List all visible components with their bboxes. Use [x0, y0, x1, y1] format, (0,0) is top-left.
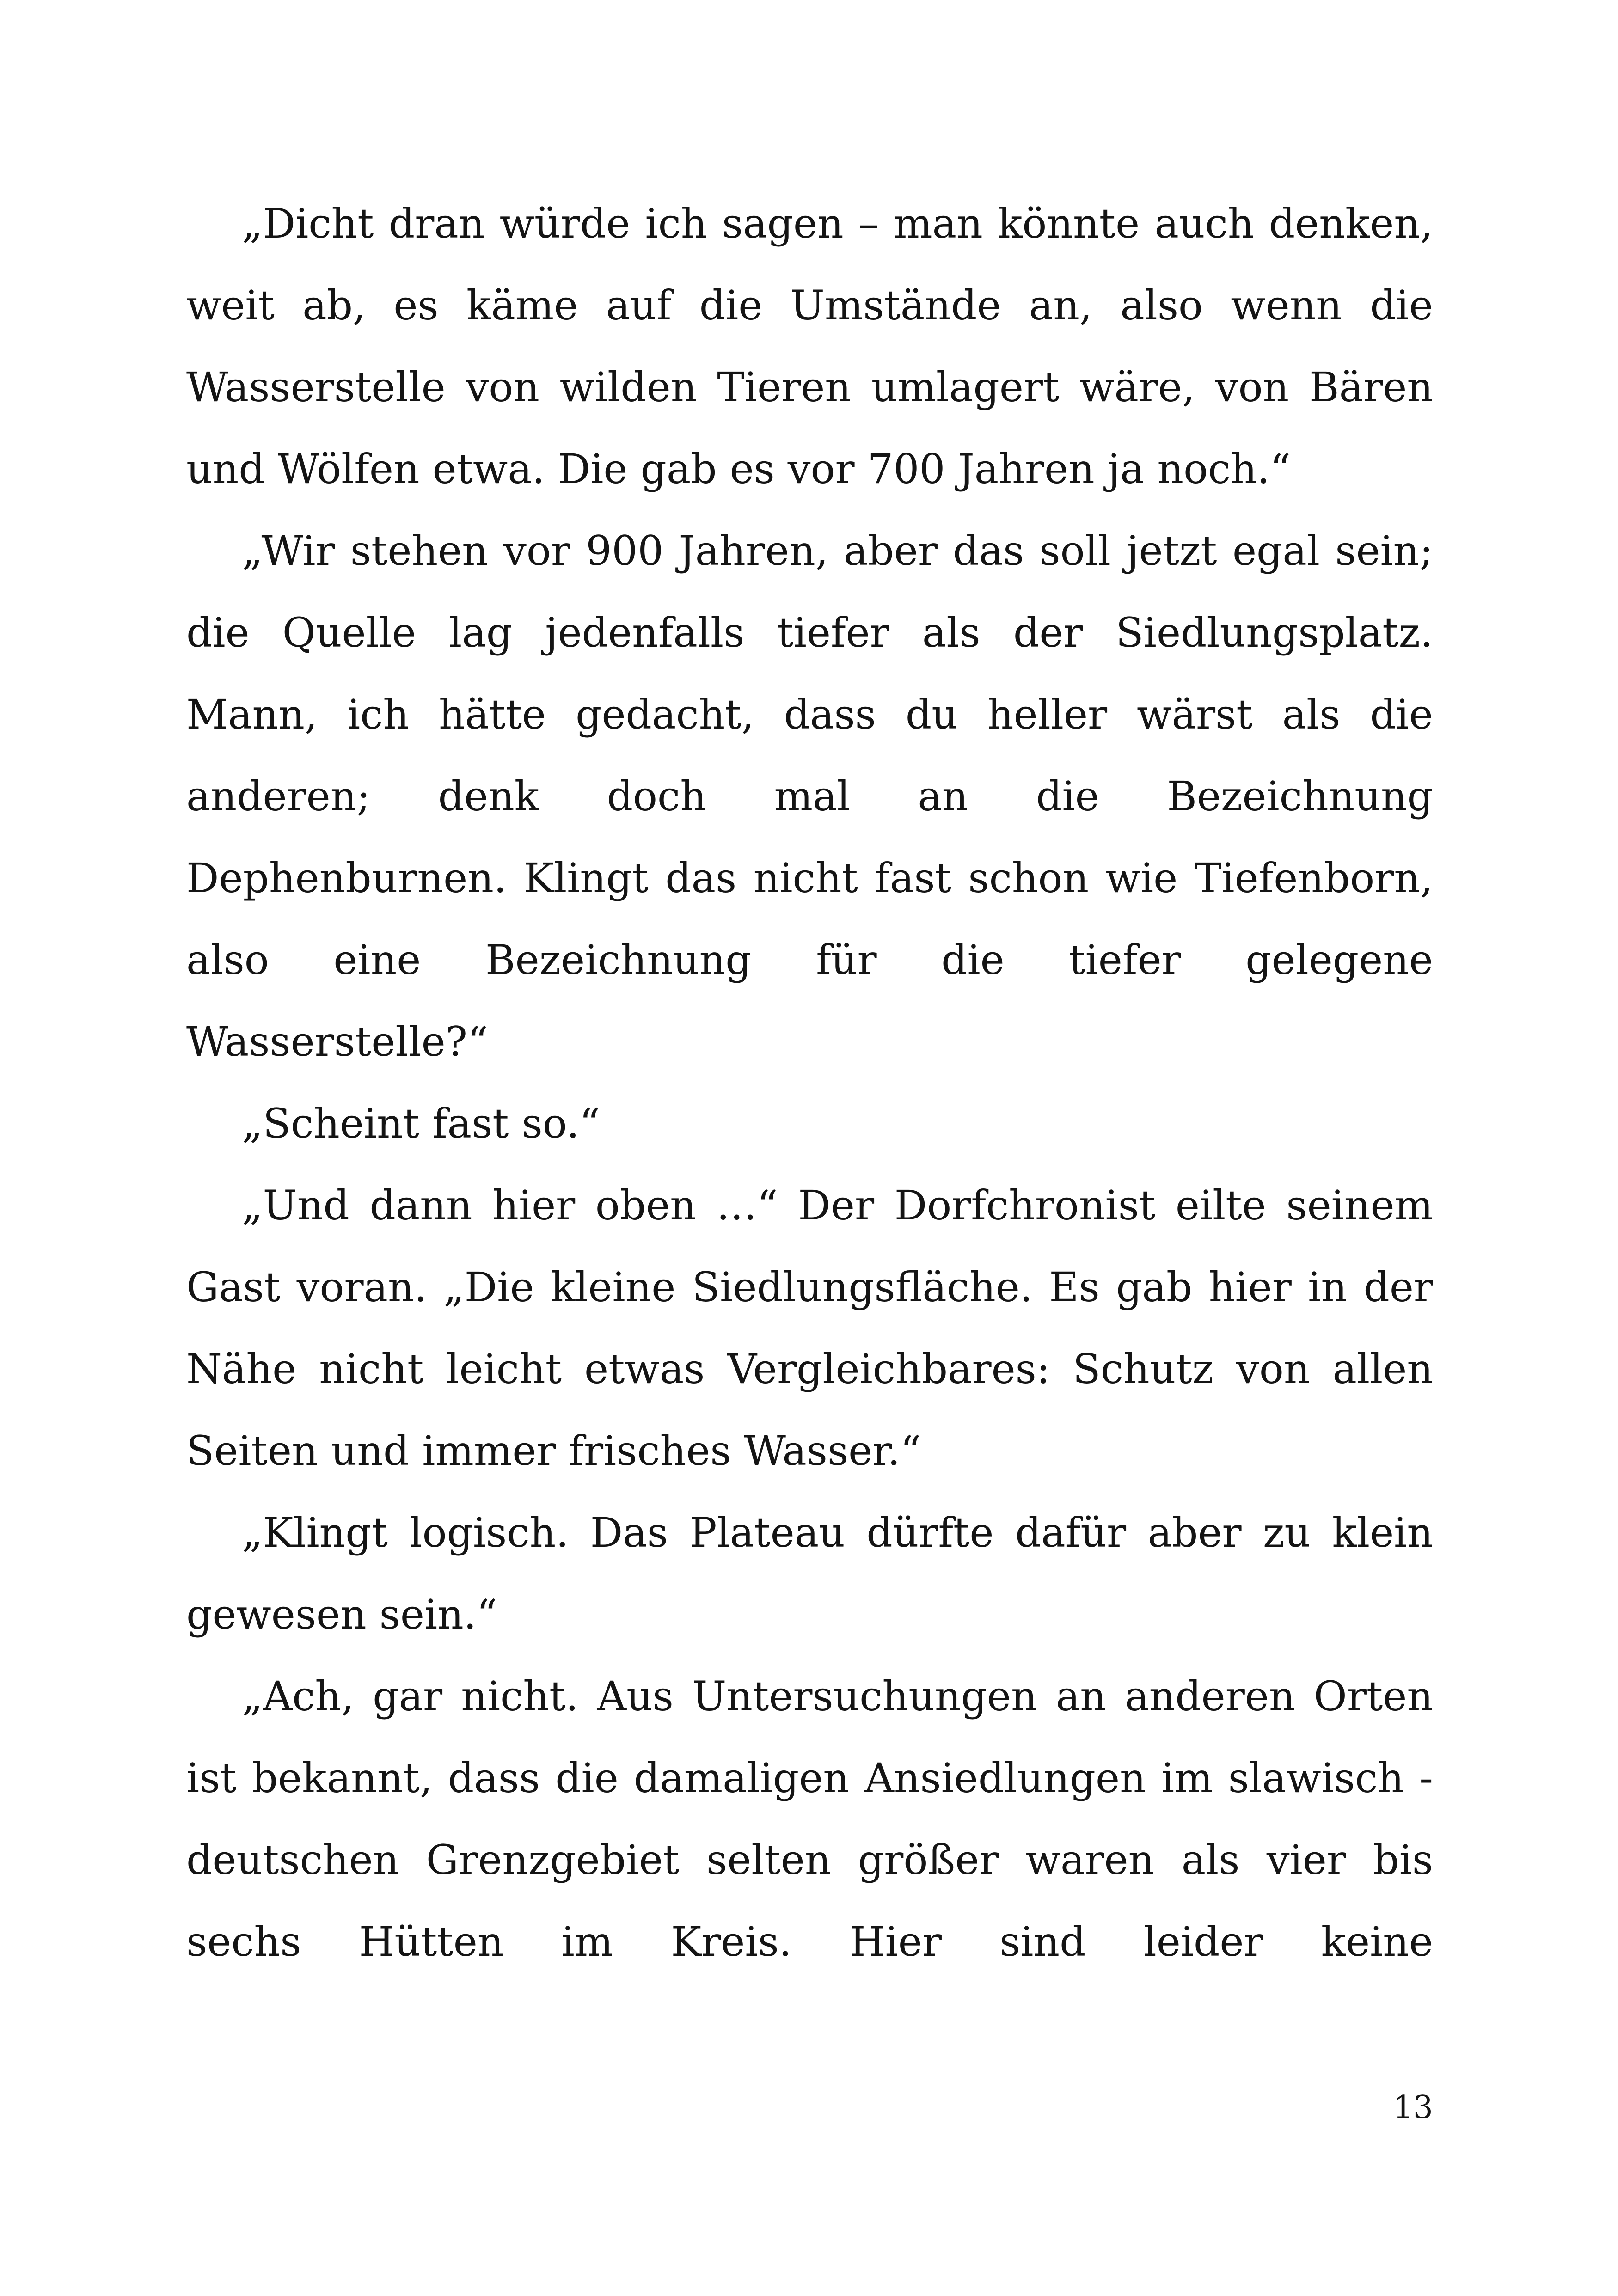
paragraph-3: „Scheint fast so.“ [242, 1100, 601, 1147]
paragraph-1: „Dicht dran würde ich sagen – man könnte auch denken, weit ab, es käme auf die Umstände an, also wenn die Wasserstelle von wilden Tieren umlagert wäre, von Bären und Wölfen etwa. Die gab es vor 700 Jahren ja noch.“ [186, 200, 1433, 493]
paragraph-6: „Ach, gar nicht. Aus Untersuchungen an anderen Orten ist bekannt, dass die damaligen Ansiedlungen im slawisch - deutschen Grenzgebiet selten größer waren als vier bis sechs Hütten im Kreis. Hier sind leider keine [186, 1672, 1433, 1965]
paragraph-2: „Wir stehen vor 900 Jahren, aber das soll jetzt egal sein; die Quelle lag jedenfalls tiefer als der Siedlungsplatz. Mann, ich hätte gedacht, dass du heller wärst als die anderen; denk doch mal an die Bezeichnung Dephenburnen. Klingt das nicht fast schon wie Tiefenborn, also eine Bezeichnung für die tiefer gelegene Wasserstelle?“ [186, 527, 1433, 1065]
page-number: 13 [1393, 2089, 1433, 2126]
paragraph-4: „Und dann hier oben …“ Der Dorfchronist eilte seinem Gast voran. „Die kleine Siedlungsfläche. Es gab hier in der Nähe nicht leicht etwas Vergleichbares: Schutz von allen Seiten und immer frisches Wasser.“ [186, 1182, 1433, 1475]
paragraph-5: „Klingt logisch. Das Plateau dürfte dafür aber zu klein gewesen sein.“ [186, 1509, 1433, 1638]
body-text [186, 183, 1433, 1983]
